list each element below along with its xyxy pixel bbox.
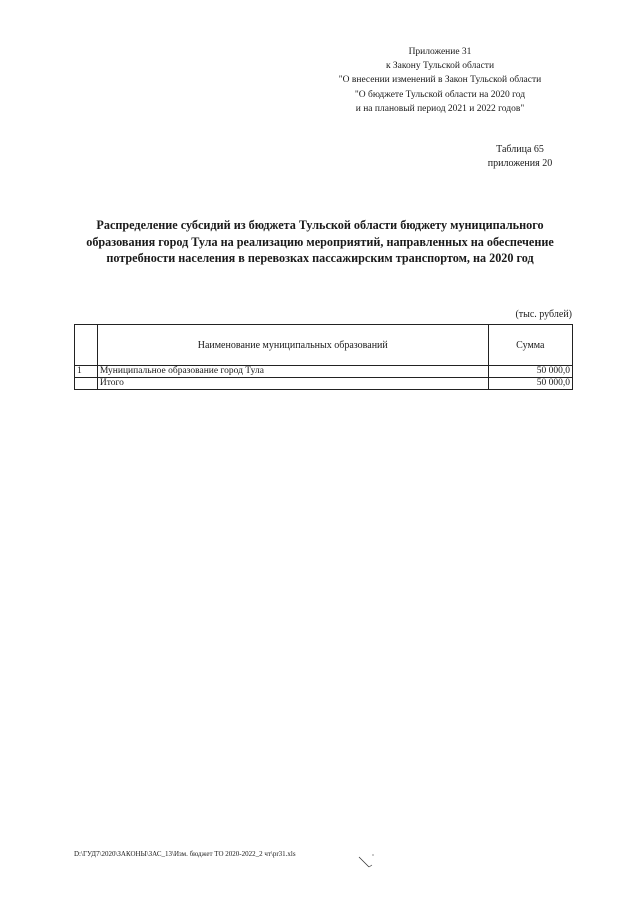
header-name: Наименование муниципальных образований: [97, 325, 488, 366]
title-line: Распределение субсидий из бюджета Тульской области бюджету муниципального: [96, 218, 544, 232]
title-line: потребности населения в перевозках пассажирским транспортом, на 2020 год: [106, 251, 534, 265]
subsidy-table: [74, 324, 573, 390]
table-reference-line: приложения 20: [487, 158, 553, 169]
file-path-footer: D:\ГУД7\2020\ЗАКОНЫ\ЗАС_13\Изм. бюджет ТО 2020-2022_2 чт\pr31.xls: [74, 850, 296, 858]
table-reference: [470, 143, 570, 171]
header-number: [75, 325, 98, 366]
row-number: 1: [75, 366, 98, 378]
total-number-cell: [75, 378, 98, 390]
table-row: [75, 366, 573, 378]
table-total-row: [75, 378, 573, 390]
table-header-row: [75, 325, 573, 366]
pen-mark-icon: [355, 853, 375, 873]
appendix-line: к Закону Тульской области: [385, 61, 495, 72]
header-sum: Сумма: [488, 325, 572, 366]
title-line: образования город Тула на реализацию мероприятий, направленных на обеспечение: [86, 234, 554, 249]
total-label: Итого: [97, 378, 488, 390]
table-reference-line: Таблица 65: [496, 144, 544, 155]
total-sum: 50 000,0: [488, 378, 572, 390]
appendix-line: Приложение 31: [408, 47, 472, 57]
document-title: [50, 217, 590, 267]
appendix-line: "О внесении изменений в Закон Тульской области: [338, 75, 542, 86]
appendix-line: и на плановый период 2021 и 2022 годов": [355, 103, 525, 114]
row-sum: 50 000,0: [488, 366, 572, 378]
row-name: Муниципальное образование город Тула: [97, 366, 488, 378]
units-label: (тыс. рублей): [515, 309, 572, 320]
appendix-header: [300, 45, 580, 116]
appendix-line: "О бюджете Тульской области на 2020 год: [354, 89, 526, 100]
